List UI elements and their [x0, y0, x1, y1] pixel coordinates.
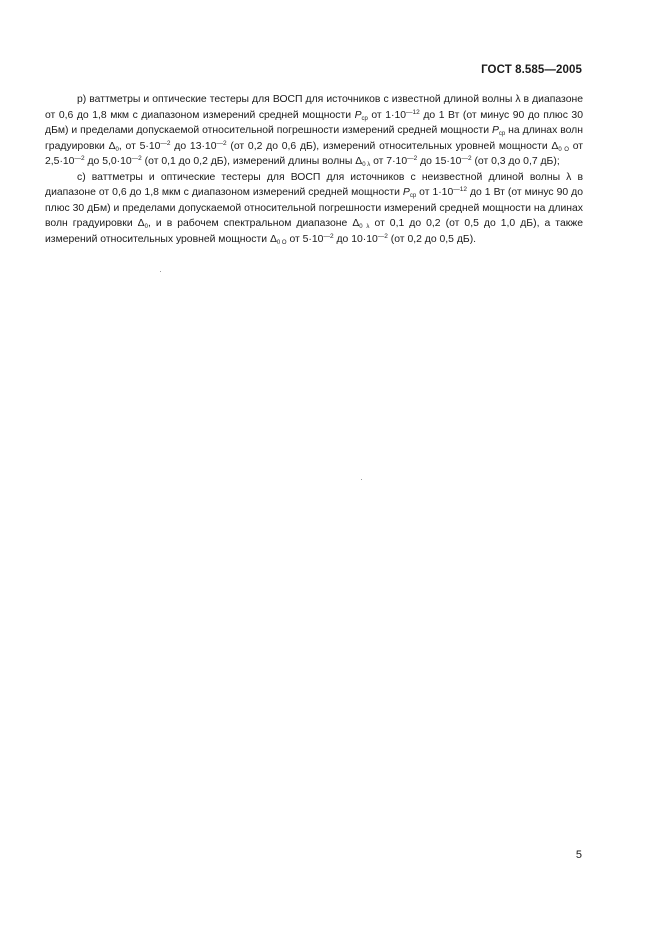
- text-run: от 5·10: [286, 233, 324, 245]
- power-symbol: P: [354, 109, 362, 121]
- text-run: от 1·10: [416, 187, 454, 198]
- exponent: —12: [453, 186, 467, 193]
- subscript: 0 О: [276, 239, 287, 246]
- subscript: 0: [115, 146, 119, 153]
- paragraph-item-p: [45, 92, 583, 170]
- page-number: 5: [575, 849, 582, 861]
- text-run: от 0,1 до 0,2 (от 0,5 до 1,0 дБ), а также измерений относительных уровней мощности Δ: [45, 218, 583, 245]
- text-run: до 1 Вт (от минус 90 до плюс 30 дБм) и пределами допускаемой относительной погрешности измерений средней мощности: [45, 109, 583, 136]
- exponent: —2: [216, 139, 227, 147]
- text-run: (от 0,2 до 0,5 дБ).: [387, 233, 477, 245]
- text-run: (от 0,1 до 0,2 дБ), измерений длины волны Δ: [141, 156, 363, 167]
- power-symbol: P: [402, 187, 410, 198]
- exponent: —2: [377, 232, 388, 240]
- text-run: от 7·10: [370, 156, 408, 167]
- text-run: до 13·10: [170, 140, 217, 152]
- exponent: —2: [74, 155, 85, 162]
- scan-speck: [361, 479, 362, 480]
- subscript: 0 λ: [362, 162, 371, 168]
- text-run: (от 0,2 до 0,6 дБ), измерений относительных уровней мощности Δ: [226, 140, 559, 152]
- text-run: до 1 Вт (от минус 90 до плюс 30 дБм) и пределами допускаемой относительной погрешности измерений средней мощности на длинах волн градуировки Δ: [45, 187, 583, 229]
- text-run: до 15·10: [417, 156, 462, 167]
- text-run: до 10·10: [333, 233, 378, 245]
- paragraph-item-c: [45, 170, 583, 248]
- document-body: [45, 92, 583, 247]
- text-run: с) ваттметры и оптические тестеры для ВОСП для источников с неизвестной длиной волны λ в диапазоне от 0,6 до 1,8 мкм с диапазоном измерений средней мощности: [45, 171, 583, 198]
- text-run: р) ваттметры и оптические тестеры для ВОСП для источников с известной длиной волны λ в диапазоне от 0,6 до 1,8 мкм с диапазоном измерений средней мощности: [45, 94, 583, 121]
- text-run: до 5,0·10: [84, 156, 132, 167]
- text-run: (от 0,3 до 0,7 дБ);: [471, 156, 560, 167]
- text-run: от 2,5·10: [45, 140, 583, 167]
- document-standard-code: ГОСТ 8.585—2005: [481, 64, 582, 76]
- subscript: ср: [409, 193, 417, 199]
- exponent: —12: [406, 108, 420, 116]
- subscript: ср: [361, 115, 368, 122]
- subscript: 0 λ: [359, 224, 370, 230]
- exponent: —2: [323, 232, 334, 240]
- exponent: —2: [407, 155, 418, 162]
- subscript: ср: [498, 131, 506, 137]
- exponent: —2: [461, 155, 472, 162]
- subscript: 0 О: [558, 146, 569, 153]
- subscript: 0: [144, 224, 148, 230]
- text-run: , и в рабочем спектральном диапазоне Δ: [147, 218, 360, 229]
- text-run: , от 5·10: [118, 140, 161, 152]
- text-run: от 1·10: [367, 109, 407, 121]
- exponent: —2: [160, 139, 171, 147]
- power-symbol: P: [491, 125, 499, 136]
- scan-speck: [160, 271, 161, 272]
- text-run: на длинах волн градуировки Δ: [45, 125, 583, 152]
- exponent: —2: [131, 155, 142, 162]
